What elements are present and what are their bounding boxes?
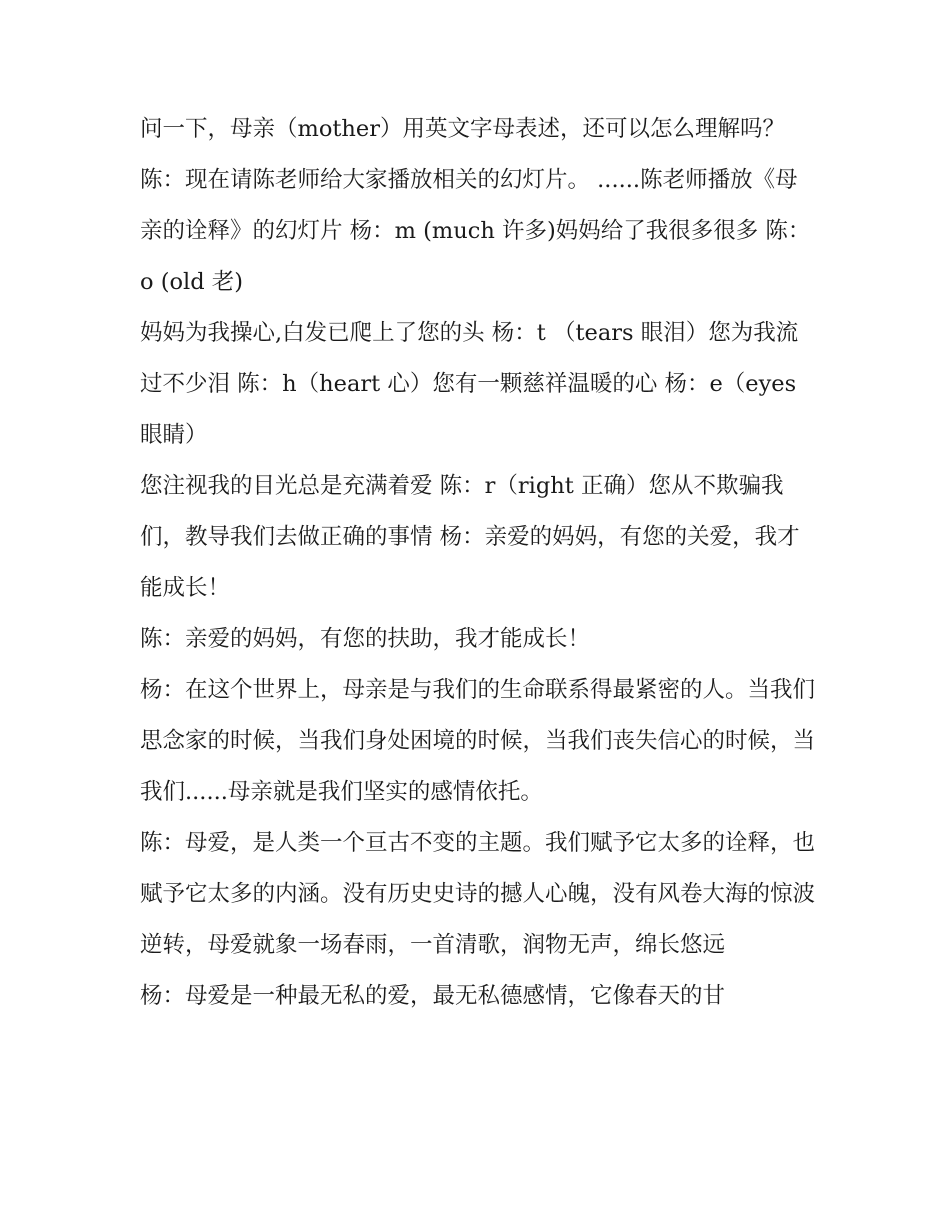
paragraph-support: 陈：亲爱的妈妈，有您的扶助，我才能成长！ [140, 626, 591, 652]
paragraph-tears-heart-eyes: 妈妈为我操心,白发已爬上了您的头 杨：t （tears 眼泪）您为我流过不少泪 陈：h（heart 心）您有一颗慈祥温暖的心 杨：e（eyes 眼睛） [140, 320, 799, 448]
paragraph-question: 问一下，母亲（mother）用英文字母表述，还可以怎么理解吗？ [140, 116, 785, 142]
paragraph-selfless: 杨：母爱是一种最无私的爱，最无私德感情，它像春天的甘 [140, 983, 726, 1009]
document-body [140, 104, 820, 1022]
paragraph-world: 杨：在这个世界上，母亲是与我们的生命联系得最紧密的人。当我们思念家的时候，当我们身处困境的时候，当我们丧失信心的时候，当我们......母亲就是我们坚实的感情依托。 [140, 677, 816, 805]
paragraph-right: 您注视我的目光总是充满着爱 陈：r（right 正确）您从不欺骗我们，教导我们去做正确的事情 杨：亲爱的妈妈，有您的关爱，我才能成长！ [140, 473, 800, 601]
paragraph-slideshow: 陈：现在请陈老师给大家播放相关的幻灯片。 ......陈老师播放《母亲的诠释》的幻灯片 杨：m (much 许多)妈妈给了我很多很多 陈：o (old 老) [140, 167, 811, 295]
paragraph-theme: 陈：母爱，是人类一个亘古不变的主题。我们赋予它太多的诠释，也赋予它太多的内涵。没有历史史诗的撼人心魄，没有风卷大海的惊波逆转，母爱就象一场春雨，一首清歌，润物无声，绵长悠远 [140, 830, 816, 958]
